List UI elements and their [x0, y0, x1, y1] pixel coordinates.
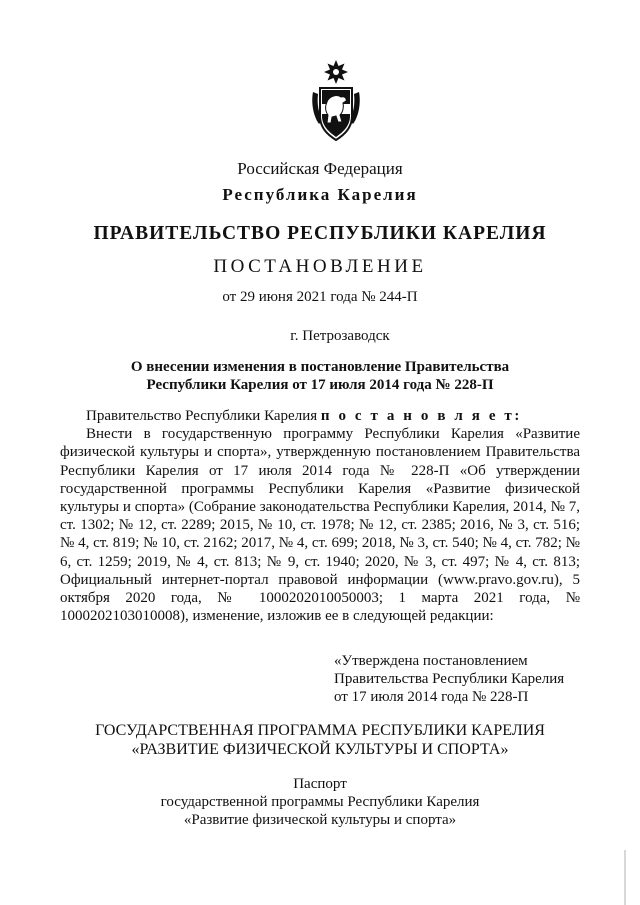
approval-line-2: Правительства Республики Карелия — [334, 671, 565, 687]
approval-line-3: от 17 июля 2014 года № 228-П — [334, 689, 529, 705]
preamble — [60, 407, 580, 425]
passport-line-1: Паспорт — [293, 776, 347, 792]
republic-name: Республика Карелия — [222, 185, 418, 204]
passport-line-3: «Развитие физической культуры и спорта» — [183, 812, 457, 828]
country-name: Российская Федерация — [237, 159, 403, 178]
document-city: г. Петрозаводск — [290, 328, 390, 344]
approval-stamp — [334, 652, 564, 706]
program-title — [0, 722, 640, 759]
resolves-word: п о с т а н о в л я е т: — [320, 408, 522, 424]
scan-edge-divider — [624, 850, 626, 905]
document-subject — [0, 358, 640, 394]
government-title: ПРАВИТЕЛЬСТВО РЕСПУБЛИКИ КАРЕЛИЯ — [93, 223, 547, 244]
document-body — [60, 407, 580, 625]
document-type: ПОСТАНОВЛЕНИЕ — [213, 256, 427, 277]
document-date-number: от 29 июня 2021 года № 244-П — [222, 289, 418, 305]
karelia-coat-of-arms-icon — [307, 58, 365, 144]
body-paragraph: Внести в государственную программу Республики Карелия «Развитие физической культуры и спорта», утвержденную постановлением Правительства Республики Карелия от 17 июля 2014 года № 228-П «Об утверждении государственной программы Республики Карелия «Развитие физической культуры и спорта» (Собрание законодательства Республики Карелия, 2014, № 7, ст. 1302; № 12, ст. 2289; 2015, № 10, ст. 1978; № 12, ст. 2385; 2016, № 3, ст. 516; № 4, ст. 819; № 10, ст. 2162; 2017, № 4, ст. 699; 2018, № 3, ст. 540; № 4, ст. 782; № 6, ст. 1259; 2019, № 4, ст. 813; № 9, ст. 1940; 2020, № 3, ст. 497; № 4, ст. 813; Официальный интернет-портал правовой информации (www.pravo.gov.ru), 5 октября 2020 года, № 1000202010050003; 1 марта 2021 года, № 1000202103010008), изменение, изложив ее в следующей редакции: — [60, 426, 580, 625]
subject-line-2: Республики Карелия от 17 июля 2014 года № 228-П — [146, 377, 494, 393]
passport-heading — [0, 775, 640, 829]
program-title-line-2: «РАЗВИТИЕ ФИЗИЧЕСКОЙ КУЛЬТУРЫ И СПОРТА» — [131, 740, 509, 758]
passport-line-2: государственной программы Республики Карелия — [160, 794, 480, 810]
preamble-text: Правительство Республики Карелия — [86, 408, 318, 424]
subject-line-1: О внесении изменения в постановление Правительства — [130, 359, 510, 375]
program-title-line-1: ГОСУДАРСТВЕННАЯ ПРОГРАММА РЕСПУБЛИКИ КАРЕЛИЯ — [95, 722, 545, 739]
approval-line-1: «Утверждена постановлением — [334, 653, 528, 669]
